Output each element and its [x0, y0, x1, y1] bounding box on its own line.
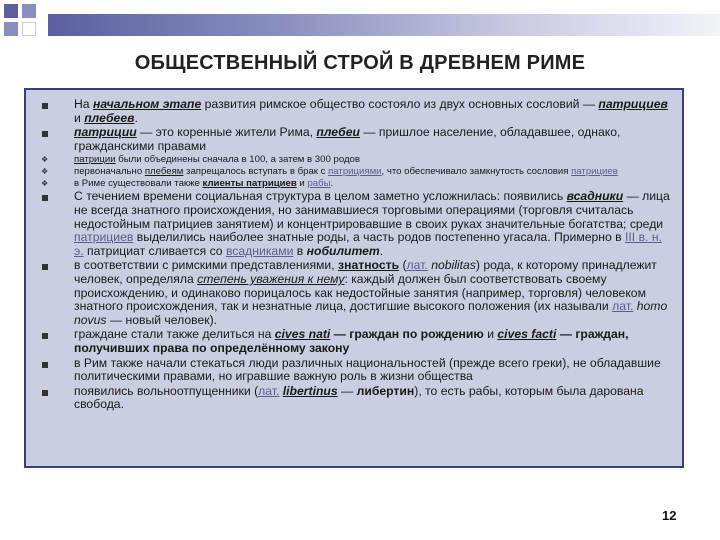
decor-square	[22, 4, 36, 18]
text-run: степень уважения к нему	[197, 271, 345, 286]
link-text[interactable]: всадниками	[225, 243, 294, 258]
list-item-text	[74, 126, 672, 153]
text-run: .	[379, 243, 384, 258]
list-item-text	[74, 166, 672, 177]
square-bullet-icon	[36, 259, 74, 270]
text-run: патриции	[74, 154, 116, 166]
text-run: знатность	[338, 258, 400, 273]
text-run: плебеев	[84, 110, 135, 125]
list-item	[36, 328, 672, 355]
text-run: — новый человек).	[106, 312, 218, 327]
text-run: плебеи	[316, 125, 360, 140]
text-run: в соответствии с римскими представлениями,	[74, 258, 339, 273]
text-run: патрициат сливается со	[83, 243, 226, 258]
list-item-text	[74, 154, 672, 165]
link-text[interactable]: патрициев	[74, 230, 134, 245]
list-item	[36, 259, 672, 327]
link-text[interactable]: патрициями	[328, 166, 382, 178]
text-run: нобилитет	[306, 243, 380, 258]
text-run: На	[74, 97, 93, 111]
square-bullet-icon	[36, 190, 74, 201]
text-run: развития римское общество состояло из двух основных сословий —	[201, 97, 599, 111]
text-run: ), то есть рабы, которым была дарована свобода.	[74, 383, 644, 412]
text-run: .	[134, 110, 138, 125]
link-text[interactable]: лат.	[258, 383, 280, 398]
link-text[interactable]: рабы	[307, 178, 331, 190]
list-item-text	[74, 259, 672, 327]
text-run: в Риме существовали также	[74, 178, 203, 190]
text-run: патрициев	[598, 97, 668, 111]
list-item	[36, 166, 672, 178]
page-number: 12	[662, 508, 677, 523]
text-run: либертин	[356, 383, 415, 398]
text-run: и	[74, 110, 85, 125]
decor-gradient-bar	[48, 14, 720, 36]
diamond-bullet-icon: ❖	[41, 167, 49, 177]
square-bullet-icon	[36, 357, 74, 368]
list-item	[36, 154, 672, 166]
text-run: в Рим также начали стекаться люди различных национальностей (прежде всего греки), не обладавшие политическими правами, но игравшие важную роль в жизни общества	[74, 355, 661, 384]
diamond-bullet-icon: ❖	[41, 179, 49, 189]
list-item	[36, 385, 672, 412]
decor-square	[4, 4, 18, 18]
list-item-text	[74, 328, 672, 355]
text-run: — граждан, получивших права по определённому закону	[74, 327, 629, 355]
text-run: и	[296, 178, 308, 190]
square-bullet-icon	[36, 98, 74, 109]
text-run: nobilitas	[431, 258, 476, 273]
text-run: — граждан по рождению	[330, 327, 484, 342]
square-bullet-icon	[36, 328, 74, 339]
list-item-text	[74, 98, 672, 125]
text-run: начальном этапе	[92, 97, 202, 111]
text-run: libertinus	[282, 383, 338, 398]
slide-title: ОБЩЕСТВЕННЫЙ СТРОЙ В ДРЕВНЕМ РИМЕ	[134, 52, 586, 74]
decor-square	[22, 22, 36, 36]
list-item	[36, 126, 672, 153]
text-run: , что обеспечивало замкнутость сословия	[381, 166, 572, 178]
text-run: появились вольноотпущенники (	[74, 383, 259, 398]
text-run: — лица не всегда знатного происхождения, но занимавшиеся торговыми операциями (торговля считалась недостойным патрициев занятием) и концентрировавшие в своих руках значительные богатства; среди	[74, 189, 670, 231]
text-run: были объединены сначала в 100, а затем в 300 родов	[115, 154, 360, 166]
list-item-text	[74, 385, 672, 412]
link-text[interactable]: III в. н. э.	[74, 230, 662, 258]
text-run: —	[337, 383, 357, 398]
list-item	[36, 190, 672, 258]
text-run: homo novus	[74, 299, 668, 327]
decor-square	[4, 22, 18, 36]
text-run: : каждый должен был соответствовать своему происхождению, и одинаково порицалось как недостойные занятия (например, торговля) человеком знатного происхождения, так и незнатные лица, достигшие высокого положения (их называли	[74, 271, 646, 314]
diamond-bullet-icon: ❖	[41, 155, 49, 165]
text-run: ) рода, к которому принадлежит человек, определяла	[74, 258, 657, 286]
text-run: первоначально	[74, 166, 145, 178]
text-run: запрещалось вступать в брак с	[183, 166, 329, 178]
text-run: всадники	[566, 189, 624, 204]
square-bullet-icon	[36, 385, 74, 396]
text-run: — это коренные жители Рима,	[136, 125, 317, 140]
list-item	[36, 98, 672, 125]
content-panel	[24, 88, 684, 468]
list-item-text	[74, 357, 672, 384]
link-text[interactable]: лат.	[612, 299, 634, 314]
text-run: .	[330, 178, 334, 190]
text-run: патриции	[74, 125, 137, 140]
list-item	[36, 357, 672, 384]
text-run: cives facti	[497, 327, 557, 342]
text-run: клиенты патрициев	[202, 178, 297, 190]
text-run: граждане стали также делиться на	[74, 327, 275, 342]
text-run: — пришлое население, обладавшее, однако, гражданскими правами	[74, 125, 621, 153]
text-run: cives nati	[274, 327, 331, 342]
link-text[interactable]: лат.	[406, 258, 428, 273]
text-run: С течением времени социальная структура в целом заметно усложнилась: появились	[74, 189, 567, 204]
square-bullet-icon	[36, 126, 74, 137]
header-decoration	[0, 0, 720, 40]
text-run: выделились наиболее знатные роды, а часть родов постепенно угасала. Примерно в	[133, 230, 626, 245]
list-item-text	[74, 178, 672, 189]
text-run: (	[399, 258, 407, 273]
text-run: плебеям	[144, 166, 184, 178]
list-item-text	[74, 190, 672, 258]
link-text[interactable]: патрициев	[571, 166, 618, 178]
text-run: в	[293, 243, 307, 258]
text-run: и	[483, 327, 498, 342]
